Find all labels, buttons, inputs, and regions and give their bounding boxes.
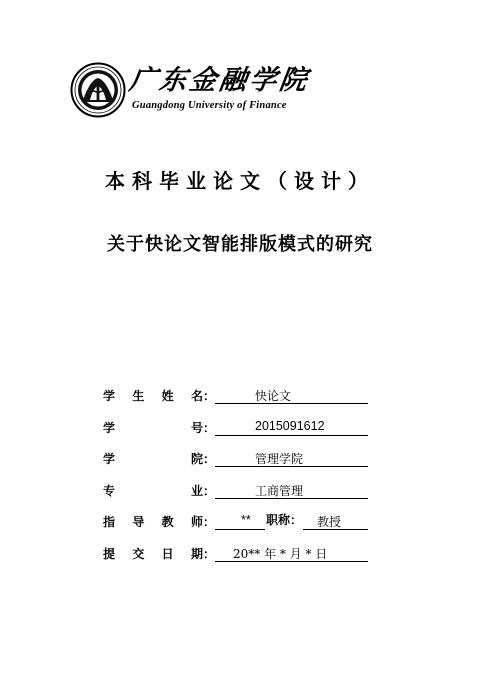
- colon: ：: [203, 452, 216, 466]
- colon: ：: [203, 420, 216, 435]
- school-field[interactable]: [215, 448, 368, 467]
- label-student-id: 学 号: [103, 420, 203, 435]
- university-logo: [70, 62, 310, 118]
- school-value: 管理学院: [255, 452, 304, 466]
- advisor-title-field[interactable]: [303, 511, 368, 530]
- major-value: 工商管理: [255, 483, 304, 498]
- row-major: [103, 478, 383, 510]
- row-student-name: [103, 383, 383, 415]
- student-name-value: 快论文: [255, 389, 292, 403]
- row-date: [103, 541, 383, 573]
- label-major: 专 业: [103, 483, 203, 498]
- advisor-title-label: 职称：: [266, 513, 303, 527]
- row-advisor: [103, 509, 383, 541]
- colon: ：: [203, 515, 216, 529]
- advisor-name-field[interactable]: [215, 511, 265, 530]
- major-field[interactable]: [215, 480, 368, 499]
- row-school: [103, 446, 383, 478]
- label-school: 学 院: [103, 452, 203, 466]
- student-id-field[interactable]: [215, 417, 368, 436]
- advisor-name-value: **: [241, 513, 251, 527]
- submission-date-value: 20** 年 * 月 * 日: [233, 546, 328, 561]
- submission-date-field[interactable]: [215, 543, 368, 562]
- label-advisor: 指 导 教 师: [103, 515, 203, 529]
- advisor-title-value: 教授: [317, 515, 342, 529]
- student-info-form: [103, 383, 383, 572]
- label-date: 提 交 日 期: [103, 546, 203, 561]
- colon: ：: [203, 483, 216, 498]
- colon: ：: [203, 546, 216, 561]
- row-student-id: [103, 415, 383, 447]
- university-name-calligraphy: 广东金融学院: [127, 65, 312, 96]
- thesis-title: 关于快论文智能排版模式的研究: [107, 234, 373, 255]
- student-name-field[interactable]: [215, 385, 368, 404]
- colon: ：: [203, 389, 216, 403]
- student-id-value: 2015091612: [255, 418, 325, 433]
- university-name-english: Guangdong University of Finance: [132, 100, 287, 111]
- document-type-heading: 本科毕业论文（设计）: [105, 169, 375, 193]
- university-emblem-icon: [70, 62, 126, 118]
- label-student-name: 学 生 姓 名: [103, 389, 203, 403]
